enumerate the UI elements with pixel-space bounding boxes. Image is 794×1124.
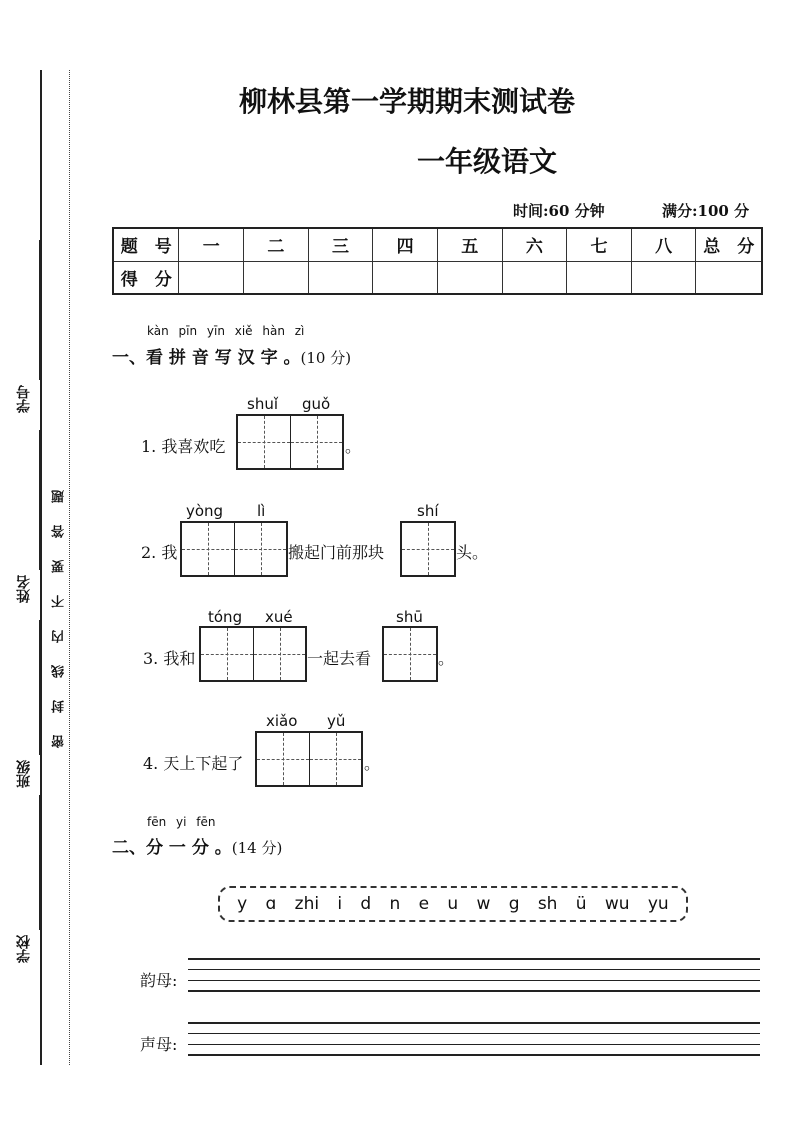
score-input-cell[interactable] bbox=[244, 261, 309, 294]
initial-writing-lines[interactable] bbox=[188, 1022, 760, 1056]
pinyin-letter: u bbox=[447, 894, 459, 914]
pinyin-letter: wu bbox=[604, 894, 630, 914]
score-table-cell: 二 bbox=[244, 228, 309, 261]
q2-suffix: 头。 bbox=[456, 543, 489, 562]
fill-line-school[interactable] bbox=[39, 795, 40, 930]
score-table-cell: 六 bbox=[502, 228, 567, 261]
writing-cell[interactable] bbox=[402, 523, 454, 575]
writing-cell[interactable] bbox=[257, 733, 309, 785]
q1-writing-grid[interactable] bbox=[236, 414, 344, 470]
score-table-cell: 七 bbox=[567, 228, 632, 261]
pinyin-letter: zhi bbox=[294, 894, 320, 914]
section1-title: 一、看 拼 音 写 汉 字 。 bbox=[112, 348, 301, 368]
writing-cell[interactable] bbox=[290, 416, 342, 468]
writing-cell[interactable] bbox=[309, 733, 361, 785]
score-input-cell[interactable] bbox=[631, 261, 696, 294]
score-table-cell: 总 分 bbox=[696, 228, 762, 261]
label-school: 学校 bbox=[16, 935, 32, 963]
pinyin-letter: d bbox=[360, 894, 372, 914]
q3-middle: 一起去看 bbox=[307, 649, 372, 668]
score-table-cell: 题 号 bbox=[113, 228, 179, 261]
fill-line-student-number[interactable] bbox=[39, 240, 40, 380]
score-table-header-row bbox=[113, 228, 762, 261]
score-input-cell[interactable] bbox=[437, 261, 502, 294]
q4-pinyin-1: xiǎo bbox=[266, 712, 298, 730]
fill-line-class[interactable] bbox=[39, 620, 40, 755]
exam-subtitle: 一年级语文 bbox=[416, 145, 557, 178]
exam-time: 时间:60 分钟 bbox=[513, 202, 605, 220]
score-table-cell: 八 bbox=[631, 228, 696, 261]
q2-pinyin-1: yòng bbox=[186, 502, 224, 520]
binding-dotted-line bbox=[69, 70, 70, 1065]
score-table-cell: 一 bbox=[179, 228, 244, 261]
pinyin-letter: i bbox=[337, 894, 343, 914]
q4-suffix: 。 bbox=[364, 754, 381, 773]
pinyin-letter: ɑ bbox=[265, 894, 277, 914]
q1-suffix: 。 bbox=[345, 437, 362, 456]
q3-writing-grid-2[interactable] bbox=[382, 626, 438, 682]
pinyin-letter: ü bbox=[575, 894, 587, 914]
q4-prefix: 4. 天上下起了 bbox=[143, 754, 244, 773]
binding-line bbox=[40, 70, 42, 1065]
writing-cell[interactable] bbox=[384, 628, 436, 680]
exam-title: 柳林县第一学期期末测试卷 bbox=[238, 85, 575, 118]
q4-writing-grid[interactable] bbox=[255, 731, 363, 787]
pinyin-letter: sh bbox=[537, 894, 558, 914]
pinyin-letter: y bbox=[237, 894, 248, 914]
score-table-cell: 得 分 bbox=[113, 261, 179, 294]
q2-pinyin-3: shí bbox=[417, 502, 439, 520]
label-student-number: 学号 bbox=[16, 385, 32, 413]
writing-cell[interactable] bbox=[201, 628, 253, 680]
score-input-cell[interactable] bbox=[179, 261, 244, 294]
label-class: 班级 bbox=[16, 760, 32, 788]
score-input-cell[interactable] bbox=[308, 261, 373, 294]
section2-title: 二、分 一 分 。 bbox=[112, 838, 232, 858]
section2-pinyin: fēn yi fēn bbox=[147, 815, 216, 829]
score-table-cell: 三 bbox=[308, 228, 373, 261]
label-name: 姓名 bbox=[16, 575, 32, 603]
score-input-cell[interactable] bbox=[373, 261, 438, 294]
writing-cell[interactable] bbox=[182, 523, 234, 575]
vowel-label: 韵母: bbox=[140, 971, 178, 990]
q1-prefix: 1. 我喜欢吃 bbox=[141, 437, 226, 456]
q3-pinyin-1: tóng bbox=[208, 608, 243, 626]
q2-writing-grid-2[interactable] bbox=[400, 521, 456, 577]
writing-cell[interactable] bbox=[234, 523, 286, 575]
section2-score: (14 分) bbox=[231, 839, 283, 857]
writing-cell[interactable] bbox=[253, 628, 305, 680]
score-table bbox=[112, 227, 763, 295]
seal-notice: 密封线内不要答题 bbox=[52, 468, 67, 748]
writing-cell[interactable] bbox=[238, 416, 290, 468]
exam-full-score: 满分:100 分 bbox=[662, 202, 750, 220]
score-table-score-row bbox=[113, 261, 762, 294]
score-input-cell[interactable] bbox=[567, 261, 632, 294]
pinyin-letter: e bbox=[418, 894, 430, 914]
q2-pinyin-2: lì bbox=[257, 502, 266, 520]
score-input-cell[interactable] bbox=[696, 261, 762, 294]
q2-writing-grid-1[interactable] bbox=[180, 521, 288, 577]
fill-line-name[interactable] bbox=[39, 430, 40, 570]
q1-pinyin-1: shuǐ bbox=[247, 395, 278, 413]
section1-heading bbox=[112, 343, 351, 368]
section1-score: (10 分) bbox=[300, 349, 352, 367]
initial-label: 声母: bbox=[140, 1035, 178, 1054]
score-table-cell: 四 bbox=[373, 228, 438, 261]
pinyin-letter: w bbox=[476, 894, 491, 914]
pinyin-letter: n bbox=[389, 894, 401, 914]
q3-prefix: 3. 我和 bbox=[143, 649, 196, 668]
score-input-cell[interactable] bbox=[502, 261, 567, 294]
q3-suffix: 。 bbox=[438, 649, 455, 668]
section2-heading bbox=[112, 833, 282, 858]
vowel-writing-lines[interactable] bbox=[188, 958, 760, 992]
pinyin-letter-box bbox=[218, 886, 688, 922]
score-table-cell: 五 bbox=[437, 228, 502, 261]
q3-pinyin-3: shū bbox=[396, 608, 423, 626]
pinyin-letter: g bbox=[508, 894, 520, 914]
q2-middle: 搬起门前那块 bbox=[288, 543, 385, 562]
q2-prefix: 2. 我 bbox=[141, 543, 178, 562]
q4-pinyin-2: yǔ bbox=[327, 712, 346, 730]
section1-pinyin: kàn pīn yīn xiě hàn zì bbox=[147, 324, 305, 338]
pinyin-letter: yu bbox=[647, 894, 669, 914]
q1-pinyin-2: guǒ bbox=[302, 395, 331, 413]
q3-writing-grid-1[interactable] bbox=[199, 626, 307, 682]
q3-pinyin-2: xué bbox=[265, 608, 293, 626]
